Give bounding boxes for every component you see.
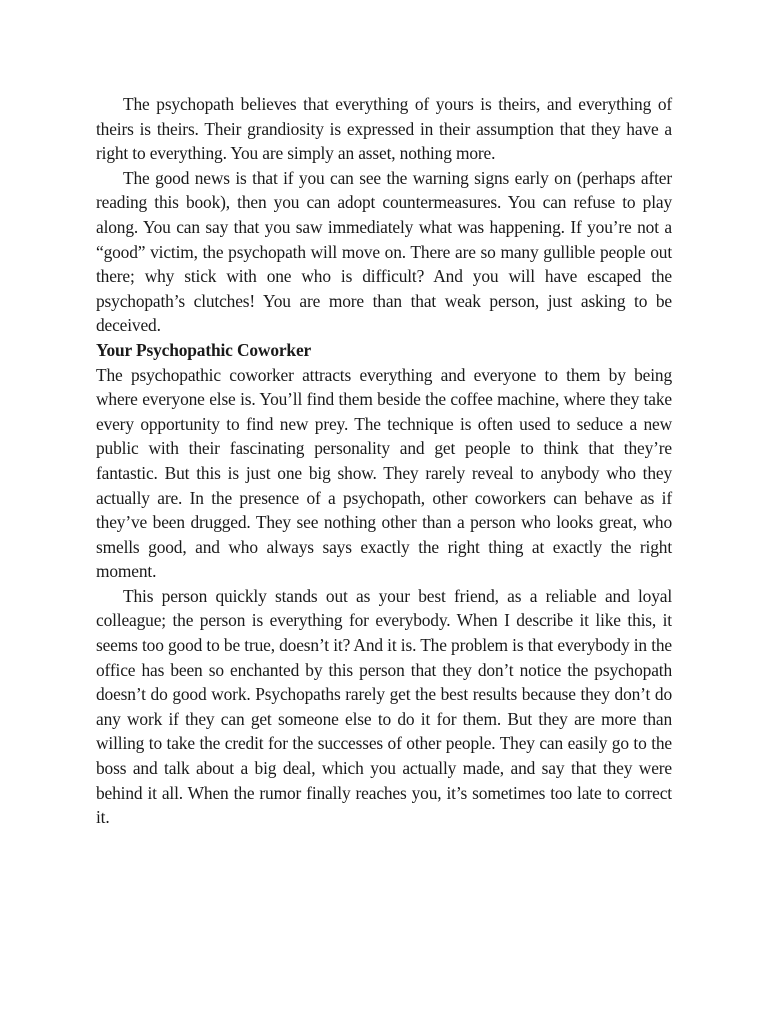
paragraph-good-news: The good news is that if you can see the warning signs early on (perhaps after reading this book), then you can adopt countermeasures. You can refuse to play along. You can say that you saw immediately what was happening. If you’re not a “good” victim, the psychopath will move on. There are so many gullible people out there; why stick with one who is difficult? And you will have escaped the psychopath’s clutches! You are more than that weak person, just asking to be deceived. [96, 167, 672, 336]
book-page [96, 92, 672, 830]
section-heading: Your Psychopathic Coworker [96, 339, 312, 360]
paragraph-best-friend: This person quickly stands out as your best friend, as a reliable and loyal colleague; the person is everything for everybody. When I describe it like this, it seems too good to be true, doesn’t it? And it is. The problem is that everybody in the office has been so enchanted by this person that they don’t notice the psychopath doesn’t do good work. Psychopaths rarely get the best results because they don’t do any work if they can get someone else to do it for them. But they are more than willing to take the credit for the successes of other people. They can easily go to the boss and talk about a big deal, which you actually made, and say that they were behind it all. When the rumor finally reaches you, it’s sometimes too late to correct it. [96, 585, 672, 828]
paragraph-grandiosity: The psychopath believes that everything of yours is theirs, and everything of theirs is theirs. Their grandiosity is expressed in their assumption that they have a right to everything. You are simply an asset, nothing more. [96, 94, 672, 164]
paragraph-psychopathic-coworker: The psychopathic coworker attracts everything and everyone to them by being where everyone else is. You’ll find them beside the coffee machine, where they take every opportunity to find new prey. The technique is often used to seduce a new public with their fascinating personality and get people to think that they’re fantastic. But this is just one big show. They rarely reveal to anybody who they actually are. In the presence of a psychopath, other coworkers can behave as if they’ve been drugged. They see nothing other than a person who looks great, who smells good, and who always says exactly the right thing at exactly the right moment. [96, 364, 672, 582]
